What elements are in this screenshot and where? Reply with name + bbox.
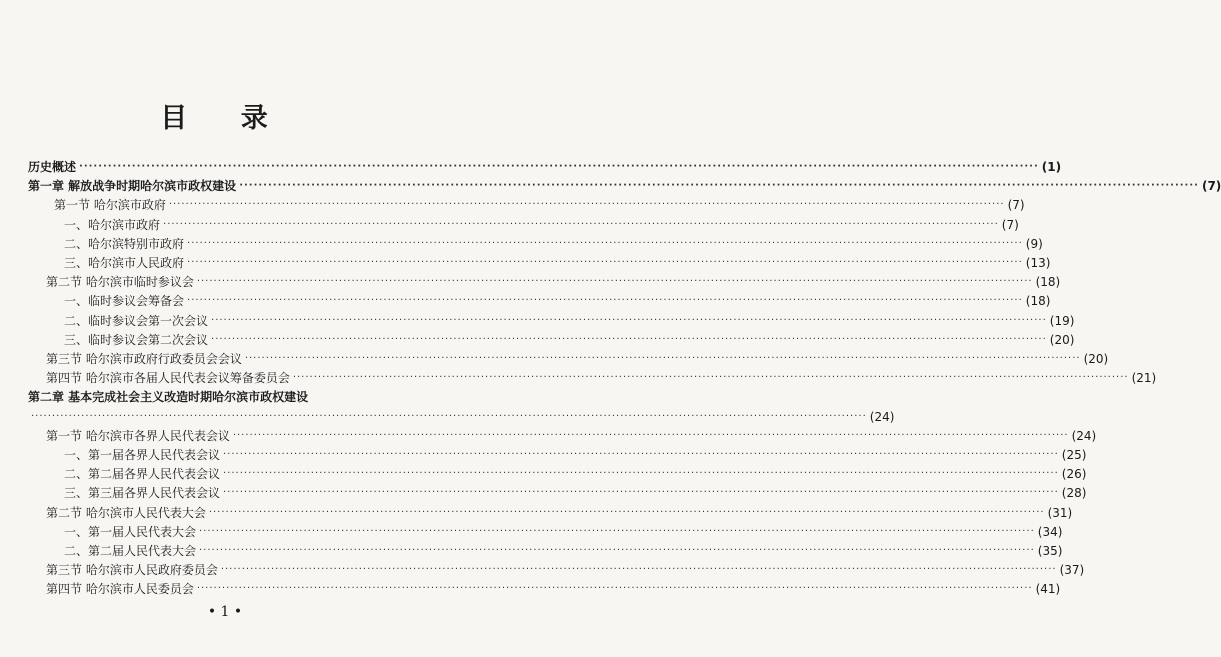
toc-entry-page: ( 13 ): [1025, 256, 1051, 270]
toc-entry-label: 第三节 哈尔滨市人民政府委员会: [46, 563, 218, 578]
toc-entry-page: ( 18 ): [1035, 275, 1061, 290]
dot-leader: ········································································································································································································: [223, 449, 1059, 460]
toc-entry: [64, 216, 1019, 234]
toc-entry: [64, 312, 1075, 330]
toc-entry: [46, 580, 1061, 598]
toc-entry: [28, 177, 1221, 195]
toc-entry: [28, 388, 422, 406]
toc-entry-page: ( 20 ): [1049, 332, 1075, 347]
toc-entry: [28, 158, 1062, 176]
dot-leader: ········································································································································································································: [79, 161, 1039, 172]
toc-entry-page: ( 35 ): [1037, 544, 1063, 558]
toc-entry-page: ( 7 ): [1001, 217, 1019, 232]
toc-entry-label: 二、第二届各界人民代表会议: [64, 467, 221, 482]
toc-entry-label: 第四节 哈尔滨市人民委员会: [46, 582, 194, 597]
toc-entry: [64, 235, 1043, 253]
toc-entry: [64, 254, 1051, 272]
toc-entry-label: 第一章 解放战争时期哈尔滨市政权建设: [28, 179, 237, 194]
toc-entry-page: ( 7 ): [1201, 179, 1221, 194]
toc-entry-page: ( 41 ): [1035, 582, 1061, 597]
toc-entry-page: ( 18 ): [1025, 294, 1051, 309]
toc-entry-page: ( 34 ): [1037, 524, 1063, 539]
dot-leader: ········································································································································································································: [223, 487, 1059, 499]
toc-entry-label: 第一节 哈尔滨市政府: [54, 198, 166, 213]
toc-entry-label: 历史概述: [28, 160, 77, 174]
dot-leader: ········································································································································································································: [187, 257, 1023, 268]
toc-entry: [64, 484, 1087, 502]
toc-entry-page: ( 20 ): [1083, 352, 1109, 366]
toc-entry-page: ( 21 ): [1131, 371, 1157, 386]
toc-entry: [46, 504, 1073, 522]
dot-leader: ········································································································································································································: [292, 372, 1129, 384]
toc-entry-label: 第二节 哈尔滨市人民代表大会: [46, 505, 206, 520]
dot-leader: ········································································································································································································: [223, 468, 1059, 480]
dot-leader: ········································································································································································································: [208, 506, 1045, 518]
toc-entry-label: 二、哈尔滨特别市政府: [64, 236, 185, 251]
toc-entry: [46, 350, 1109, 368]
toc-entry-page: ( 7 ): [1007, 198, 1025, 213]
toc-entry-label: 第二节 哈尔滨市临时参议会: [46, 275, 194, 290]
toc-entry-label: 第一节 哈尔滨市各界人民代表会议: [46, 428, 230, 443]
toc-entry: [46, 369, 1157, 387]
dot-leader: ········································································································································································································: [199, 525, 1035, 537]
dot-leader: ········································································································································································································: [31, 410, 867, 422]
dot-leader: ········································································································································································································: [239, 180, 1199, 192]
toc-entry: [64, 523, 1063, 541]
dot-leader: ········································································································································································································: [211, 333, 1047, 345]
dot-leader: ········································································································································································································: [187, 237, 1023, 249]
toc-entry-page: ( 9 ): [1025, 236, 1043, 251]
toc-entry-page: ( 28 ): [1061, 486, 1087, 501]
toc-entry-label: 三、临时参议会第二次会议: [64, 332, 209, 347]
toc-entry: [54, 196, 1025, 214]
toc-entry-page: ( 24 ): [869, 409, 895, 424]
toc-entry: [28, 408, 895, 426]
toc-entry-page: ( 37 ): [1059, 563, 1085, 578]
toc-entry-page: ( 26 ): [1061, 467, 1087, 482]
toc-entry-label: 一、第一届各界人民代表会议: [64, 448, 221, 462]
toc-entry-page: ( 25 ): [1061, 448, 1087, 462]
toc-entry-label: 一、第一届人民代表大会: [64, 524, 197, 539]
dot-leader: ········································································································································································································: [163, 218, 999, 230]
toc-entry: [64, 446, 1087, 464]
dot-leader: ········································································································································································································: [220, 564, 1057, 576]
dot-leader: ········································································································································································································: [232, 429, 1069, 441]
dot-leader: ········································································································································································································: [196, 583, 1033, 595]
toc-entry-label: 第三节 哈尔滨市政府行政委员会会议: [46, 352, 242, 366]
toc-entry-label: 第四节 哈尔滨市各届人民代表会议筹备委员会: [46, 371, 290, 386]
toc-entry-label: 二、第二届人民代表大会: [64, 544, 197, 558]
toc-entry-label: 三、哈尔滨市人民政府: [64, 256, 185, 270]
toc-entry-label: 一、临时参议会筹备会: [64, 294, 185, 309]
toc-entry-label: 一、哈尔滨市政府: [64, 217, 161, 232]
dot-leader: ········································································································································································································: [196, 276, 1033, 288]
dot-leader: ········································································································································································································: [244, 353, 1081, 364]
toc-entry: [64, 292, 1051, 310]
toc-entry: [46, 427, 1097, 445]
toc-entry-page: ( 1 ): [1041, 160, 1062, 174]
toc-entry-label: 三、第三届各界人民代表会议: [64, 486, 221, 501]
dot-leader: ········································································································································································································: [168, 199, 1005, 211]
page-number-footer: • 1 •: [207, 603, 243, 620]
toc-entry-page: ( 24 ): [1071, 428, 1097, 443]
dot-leader: ········································································································································································································: [199, 545, 1035, 556]
toc-entry-label: 第二章 基本完成社会主义改造时期哈尔滨市政权建设: [28, 390, 309, 405]
toc-entry: [64, 542, 1063, 560]
toc-entry: [46, 273, 1061, 291]
toc-entry: [64, 465, 1087, 483]
toc-entry-page: ( 19 ): [1049, 313, 1075, 328]
dot-leader: ········································································································································································································: [211, 314, 1047, 326]
toc-entry-page: ( 31 ): [1047, 505, 1073, 520]
page-title: 目 录: [160, 103, 290, 134]
toc-entry-label: 二、临时参议会第一次会议: [64, 313, 209, 328]
toc-entry: [46, 561, 1085, 579]
toc-entry: [64, 331, 1075, 349]
dot-leader: ········································································································································································································: [187, 295, 1023, 307]
